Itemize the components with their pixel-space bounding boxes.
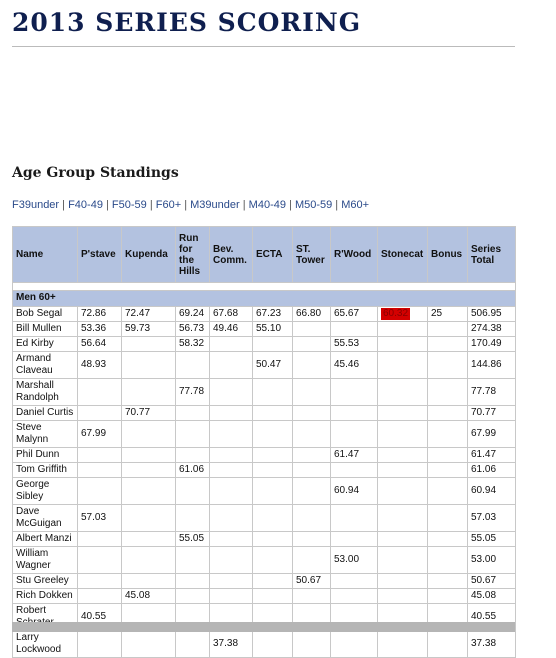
runner-name-cell: Larry Lockwood [13, 631, 78, 658]
score-cell [176, 631, 210, 658]
table-row [13, 322, 516, 337]
runner-name-cell: Marshall Randolph [13, 379, 78, 406]
title-divider [12, 46, 515, 47]
score-cell: 61.06 [468, 463, 516, 478]
group-row [13, 291, 516, 307]
score-cell [428, 463, 468, 478]
runner-name-cell: Armand Claveau [13, 352, 78, 379]
score-cell [378, 379, 428, 406]
score-cell [78, 379, 122, 406]
column-header: ECTA [253, 227, 293, 283]
score-cell: 45.46 [331, 352, 378, 379]
score-cell [428, 421, 468, 448]
score-cell [293, 478, 331, 505]
column-header: P'stave [78, 227, 122, 283]
score-cell [331, 631, 378, 658]
runner-name-cell: Bill Mullen [13, 322, 78, 337]
score-cell [253, 463, 293, 478]
score-cell [122, 532, 176, 547]
score-cell [122, 478, 176, 505]
score-cell [378, 352, 428, 379]
score-cell [293, 448, 331, 463]
page-title: 2013 SERIES SCORING [12, 8, 362, 37]
score-cell [293, 337, 331, 352]
score-cell: 72.86 [78, 307, 122, 322]
score-cell: 53.36 [78, 322, 122, 337]
score-cell [210, 574, 253, 589]
score-cell [428, 589, 468, 604]
score-cell [176, 589, 210, 604]
score-cell [378, 478, 428, 505]
runner-name-cell: Phil Dunn [13, 448, 78, 463]
score-cell [210, 478, 253, 505]
score-cell [293, 631, 331, 658]
score-cell [378, 307, 428, 322]
score-cell [293, 589, 331, 604]
score-cell [293, 352, 331, 379]
runner-name-cell: Tom Griffith [13, 463, 78, 478]
score-cell: 67.99 [78, 421, 122, 448]
runner-name-cell: Robert [13, 604, 78, 631]
column-header: Name [13, 227, 78, 283]
score-cell [293, 547, 331, 574]
score-cell [210, 589, 253, 604]
score-cell [210, 352, 253, 379]
filter-separator: | [181, 199, 191, 211]
score-cell: 55.53 [331, 337, 378, 352]
table-row [13, 379, 516, 406]
table-row [13, 589, 516, 604]
section-heading: Age Group Standings [12, 165, 179, 181]
score-cell [210, 406, 253, 421]
score-cell: 40.55 [78, 604, 122, 631]
filter-link[interactable]: M40-49 [248, 199, 286, 211]
score-cell: 40.55 [468, 604, 516, 631]
score-cell [122, 505, 176, 532]
score-cell: 49.46 [210, 322, 253, 337]
filter-separator: | [102, 199, 112, 211]
score-cell [210, 337, 253, 352]
score-cell: 61.47 [331, 448, 378, 463]
score-cell [428, 406, 468, 421]
score-cell [428, 448, 468, 463]
score-cell: 50.67 [468, 574, 516, 589]
score-cell [253, 574, 293, 589]
score-cell [122, 379, 176, 406]
score-cell: 25 [428, 307, 468, 322]
score-cell [176, 352, 210, 379]
filter-separator: | [239, 199, 249, 211]
filter-link[interactable]: F39under [12, 199, 60, 211]
filter-link[interactable]: M39under [190, 199, 240, 211]
score-cell: 55.05 [176, 532, 210, 547]
filter-separator: | [332, 199, 342, 211]
score-cell [428, 574, 468, 589]
score-cell [78, 589, 122, 604]
score-cell [253, 532, 293, 547]
score-cell [331, 589, 378, 604]
score-cell: 60.94 [468, 478, 516, 505]
score-cell: 61.06 [176, 463, 210, 478]
score-cell [210, 421, 253, 448]
group-label: Men 60+ [13, 291, 516, 307]
score-cell [78, 478, 122, 505]
score-cell: 45.08 [122, 589, 176, 604]
score-cell: 50.67 [293, 574, 331, 589]
score-cell [122, 463, 176, 478]
score-cell [293, 463, 331, 478]
score-cell [253, 505, 293, 532]
score-cell [176, 574, 210, 589]
score-cell [293, 406, 331, 421]
score-cell [122, 574, 176, 589]
score-cell [78, 448, 122, 463]
score-cell [293, 532, 331, 547]
score-cell [378, 631, 428, 658]
score-cell: 61.47 [468, 448, 516, 463]
score-cell [210, 532, 253, 547]
score-cell: 59.73 [122, 322, 176, 337]
table-row [13, 547, 516, 574]
column-header: Series Total [468, 227, 516, 283]
score-cell [428, 322, 468, 337]
score-cell [253, 631, 293, 658]
score-cell [428, 532, 468, 547]
column-header: R'Wood [331, 227, 378, 283]
score-cell [176, 406, 210, 421]
score-cell: 144.86 [468, 352, 516, 379]
score-cell [331, 505, 378, 532]
score-cell: 274.38 [468, 322, 516, 337]
table-row [13, 532, 516, 547]
score-cell [210, 379, 253, 406]
score-cell: 53.00 [468, 547, 516, 574]
score-cell [293, 421, 331, 448]
table-row [13, 448, 516, 463]
filter-separator: | [285, 199, 295, 211]
score-cell [428, 337, 468, 352]
score-cell: 66.80 [293, 307, 331, 322]
score-cell [378, 505, 428, 532]
table-row [13, 307, 516, 322]
score-cell [253, 421, 293, 448]
score-cell: 67.23 [253, 307, 293, 322]
score-cell [331, 463, 378, 478]
table-row [13, 352, 516, 379]
table-row [13, 478, 516, 505]
score-cell [253, 478, 293, 505]
runner-name-cell: Steve Malynn [13, 421, 78, 448]
runner-name-cell: Stu Greeley [13, 574, 78, 589]
runner-name-cell: Daniel Curtis [13, 406, 78, 421]
score-cell: 53.00 [331, 547, 378, 574]
score-cell [293, 379, 331, 406]
score-cell [122, 631, 176, 658]
filter-link[interactable]: F60+ [155, 199, 182, 211]
score-cell [176, 505, 210, 532]
score-cell [78, 574, 122, 589]
filter-separator: | [59, 199, 69, 211]
score-cell: 45.08 [468, 589, 516, 604]
score-cell [378, 337, 428, 352]
score-cell [253, 337, 293, 352]
table-row [13, 463, 516, 478]
score-cell: 56.73 [176, 322, 210, 337]
filter-link[interactable]: F40-49 [68, 199, 103, 211]
score-cell [78, 406, 122, 421]
table-row [13, 421, 516, 448]
column-header: Stonecat [378, 227, 428, 283]
score-cell [293, 322, 331, 337]
score-cell [428, 505, 468, 532]
score-cell: 57.03 [78, 505, 122, 532]
score-cell [210, 547, 253, 574]
score-cell [253, 448, 293, 463]
score-cell: 37.38 [468, 631, 516, 658]
score-cell [331, 379, 378, 406]
score-cell [378, 589, 428, 604]
score-cell [378, 448, 428, 463]
score-cell: 57.03 [468, 505, 516, 532]
score-cell [210, 505, 253, 532]
column-header: Bonus [428, 227, 468, 283]
score-cell: 70.77 [468, 406, 516, 421]
score-cell [122, 547, 176, 574]
score-cell [331, 574, 378, 589]
score-cell [378, 322, 428, 337]
score-cell: 55.05 [468, 532, 516, 547]
score-cell: 67.99 [468, 421, 516, 448]
score-cell [253, 547, 293, 574]
table-row [13, 574, 516, 589]
score-cell [293, 505, 331, 532]
filter-link[interactable]: M60+ [341, 199, 370, 211]
score-cell: 170.49 [468, 337, 516, 352]
runner-name-cell: George Sibley [13, 478, 78, 505]
score-cell [428, 478, 468, 505]
table-row [13, 337, 516, 352]
highlighted-score: 60.32 [383, 308, 409, 319]
score-cell: 77.78 [176, 379, 210, 406]
table-footer-bar [12, 622, 515, 632]
score-cell [78, 532, 122, 547]
score-cell [378, 574, 428, 589]
score-cell [378, 463, 428, 478]
runner-name-cell: William Wagner [13, 547, 78, 574]
score-cell: 60.94 [331, 478, 378, 505]
score-cell [378, 406, 428, 421]
score-cell: 72.47 [122, 307, 176, 322]
runner-name-cell: Rich Dokken [13, 589, 78, 604]
table-header-row [13, 227, 516, 283]
score-cell [210, 463, 253, 478]
column-header: Bev. Comm. [210, 227, 253, 283]
score-cell [122, 337, 176, 352]
score-cell [176, 421, 210, 448]
score-cell: 65.67 [331, 307, 378, 322]
column-header: Kupenda [122, 227, 176, 283]
table-row [13, 631, 516, 658]
score-cell [331, 532, 378, 547]
score-cell [78, 463, 122, 478]
score-cell [253, 406, 293, 421]
table-row [13, 406, 516, 421]
score-cell [428, 352, 468, 379]
score-cell [378, 547, 428, 574]
score-cell [176, 478, 210, 505]
score-cell [176, 448, 210, 463]
score-cell [428, 379, 468, 406]
filter-separator: | [146, 199, 156, 211]
score-cell [331, 406, 378, 421]
score-cell: 50.47 [253, 352, 293, 379]
runner-name-cell: Dave McGuigan [13, 505, 78, 532]
table-row [13, 505, 516, 532]
filter-link[interactable]: M50-59 [294, 199, 333, 211]
score-cell: 69.24 [176, 307, 210, 322]
score-cell: 37.38 [210, 631, 253, 658]
runner-name-cell: Ed Kirby [13, 337, 78, 352]
score-cell: 56.64 [78, 337, 122, 352]
score-cell [378, 421, 428, 448]
score-cell [210, 448, 253, 463]
score-cell: 55.10 [253, 322, 293, 337]
score-cell [378, 532, 428, 547]
score-cell [176, 547, 210, 574]
age-group-filter-links [12, 199, 369, 211]
score-cell: 48.93 [78, 352, 122, 379]
score-cell [331, 421, 378, 448]
score-cell [428, 547, 468, 574]
spacer-row [13, 283, 516, 291]
score-cell: 506.95 [468, 307, 516, 322]
filter-link[interactable]: F50-59 [111, 199, 147, 211]
score-cell: 77.78 [468, 379, 516, 406]
score-cell [78, 547, 122, 574]
score-cell [122, 352, 176, 379]
score-cell [253, 379, 293, 406]
runner-name-cell: Albert Manzi [13, 532, 78, 547]
standings-table [12, 226, 516, 658]
score-cell [253, 589, 293, 604]
score-cell: 70.77 [122, 406, 176, 421]
column-header: Run for the Hills [176, 227, 210, 283]
score-cell: 67.68 [210, 307, 253, 322]
score-cell [331, 322, 378, 337]
runner-name-cell: Bob Segal [13, 307, 78, 322]
score-cell [428, 631, 468, 658]
score-cell [78, 631, 122, 658]
score-cell [122, 421, 176, 448]
score-cell [122, 448, 176, 463]
score-cell: 58.32 [176, 337, 210, 352]
column-header: ST. Tower [293, 227, 331, 283]
